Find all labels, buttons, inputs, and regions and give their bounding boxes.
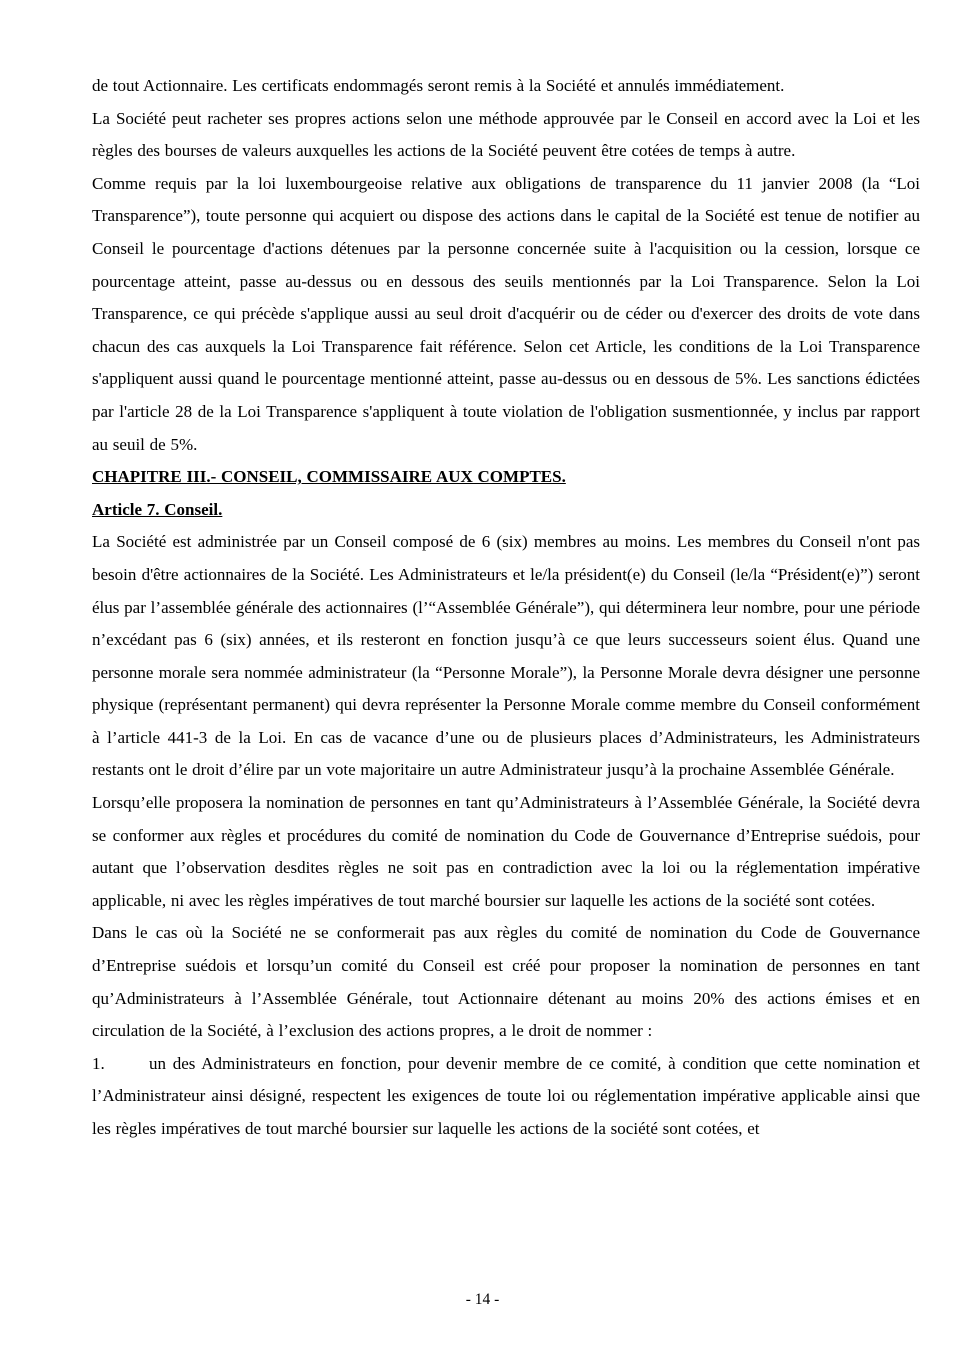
chapter-heading: [92, 461, 920, 494]
list-item-number: 1.: [92, 1053, 105, 1073]
paragraph-nomination-rules: Lorsqu’elle proposera la nomination de personnes en tant qu’Administrateurs à l’Assemblée Générale, la Société devra se conformer aux règles et procédures du comité de nomination du Code de Gouvernance d’Entreprise suédois, pour autant que l’observation desdites règles ne soit pas en contradiction avec la loi ou la réglementation impérative applicable, ni avec les règles impératives de tout marché boursier sur laquelle les actions de la société sont cotées.: [92, 793, 920, 910]
list-item-1: [92, 1048, 920, 1146]
paragraph-continuation: de tout Actionnaire. Les certificats endommagés seront remis à la Société et annulés immédiatement.: [92, 76, 785, 95]
list-item-text: un des Administrateurs en fonction, pour devenir membre de ce comité, à condition que cette nomination et l’Administrateur ainsi désigné, respectent les exigences de toute loi ou réglementation impérative applicable ainsi que les règles impératives de tout marché boursier sur laquelle les actions de la société sont cotées, et: [92, 1053, 920, 1138]
paragraph-transparency-law: Comme requis par la loi luxembourgeoise relative aux obligations de transparence du 11 janvier 2008 (la “Loi Transparence”), toute personne qui acquiert ou dispose des actions dans le capital de la Société est tenue de notifier au Conseil le pourcentage d'actions détenues par la personne concernée suite à l'acquisition ou la cession, lorsque ce pourcentage atteint, passe au-dessus ou en dessous des seuils mentionnés par la Loi Transparence. Selon la Loi Transparence, ce qui précède s'applique aussi au seul droit d'acquérir ou de céder ou d'exercer des droits de vote dans chacun des cas auxquels la Loi Transparence fait référence. Selon cet Article, les conditions de la Loi Transparence s'appliquent aussi quand le pourcentage mentionné atteint, passe au-dessus ou en dessous de 5%. Les sanctions édictées par l'article 28 de la Loi Transparence s'appliquent à toute violation de l'obligation susmentionnée, y inclus par rapport au seuil de 5%.: [92, 173, 920, 454]
article-heading-text: Article 7. Conseil.: [92, 499, 223, 519]
chapter-heading-text: CHAPITRE III.- CONSEIL, COMMISSAIRE AUX COMPTES.: [92, 467, 566, 487]
article-heading: [92, 494, 920, 527]
paragraph-share-buyback: La Société peut racheter ses propres actions selon une méthode approuvée par le Conseil en accord avec la Loi et les règles des bourses de valeurs auxquelles les actions de la Société peuvent être cotées de temps à autre.: [92, 108, 920, 161]
paragraph-board-composition: La Société est administrée par un Conseil composé de 6 (six) membres au moins. Les membres du Conseil n'ont pas besoin d'être actionnaires de la Société. Les Administrateurs et le/la président(e) du Conseil (le/la “Président(e)”) seront élus par l’assemblée générale des actionnaires (l’“Assemblée Générale”), qui déterminera leur nombre, pour une période n’excédant pas 6 (six) années, et ils resteront en fonction jusqu’à ce que leurs successeurs soient élus. Quand une personne morale sera nommée administrateur (la “Personne Morale”), la Personne Morale devra désigner une personne physique (représentant permanent) qui devra représenter la Personne Morale comme membre du Conseil conformément à l’article 441-3 de la Loi. En cas de vacance d’une ou de plusieurs places d’Administrateurs, les Administrateurs restants ont le droit d’élire par un vote majoritaire un autre Administrateur jusqu’à la prochaine Assemblée Générale.: [92, 532, 920, 780]
paragraph-nomination-exception: Dans le cas où la Société ne se conformerait pas aux règles du comité de nomination du Code de Gouvernance d’Entreprise suédois et lorsqu’un comité du Conseil est créé pour proposer la nomination de personnes en tant qu’Administrateurs à l’Assemblée Générale, tout Actionnaire détenant au moins 20% des actions émises et en circulation de la Société, à l’exclusion des actions propres, a le droit de nommer :: [92, 923, 920, 1041]
document-body: [92, 70, 920, 1146]
page-number: - 14 -: [465, 1291, 500, 1308]
